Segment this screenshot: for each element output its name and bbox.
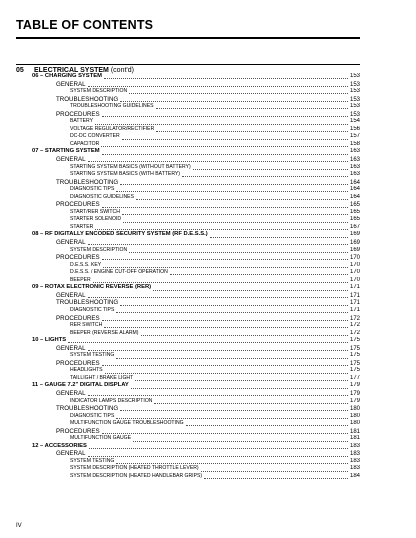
toc-entry-page: 170 xyxy=(349,261,360,268)
toc-entry-page: 163 xyxy=(349,148,360,155)
toc-entry-page: 183 xyxy=(349,465,360,472)
toc-entry[interactable] xyxy=(16,133,360,141)
toc-entry[interactable] xyxy=(16,405,360,413)
toc-entry[interactable] xyxy=(16,103,360,111)
dot-leader xyxy=(116,187,348,192)
toc-entry-page: 183 xyxy=(349,442,360,449)
toc-entry[interactable] xyxy=(16,262,360,270)
toc-entry[interactable] xyxy=(16,352,360,360)
toc-entry-page: 153 xyxy=(349,111,360,118)
toc-entry-label: SYSTEM DESCRIPTION xyxy=(70,88,128,95)
toc-entry-label: SYSTEM DESCRIPTION (HEATED THROTTLE LEVER) xyxy=(70,465,199,472)
dot-leader xyxy=(104,323,348,328)
dot-leader xyxy=(88,157,348,162)
dot-leader xyxy=(120,97,348,102)
dot-leader xyxy=(182,172,348,177)
toc-entry-label: 08 – RF DIGITALLY ENCODED SECURITY SYSTEM (RF D.E.S.S.) xyxy=(32,231,208,238)
toc-entry-label: DIAGNOSTIC TIPS xyxy=(70,306,115,313)
toc-entry[interactable] xyxy=(16,443,360,451)
toc-entry-label: GENERAL xyxy=(56,344,86,352)
toc-entry-page: 164 xyxy=(349,193,360,200)
dot-leader xyxy=(89,444,348,449)
toc-entry[interactable] xyxy=(16,382,360,390)
toc-entry[interactable] xyxy=(16,209,360,217)
toc-entry-label: TROUBLESHOOTING xyxy=(56,178,119,186)
toc-entry[interactable] xyxy=(16,322,360,330)
toc-entry-label: D.E.S.S. / ENGINE CUT-OFF OPERATION xyxy=(70,269,168,276)
dot-leader xyxy=(88,82,348,87)
dot-leader xyxy=(116,459,348,464)
dot-leader xyxy=(104,74,348,79)
toc-entry[interactable] xyxy=(16,315,360,323)
toc-entry-label: TROUBLESHOOTING GUIDELINES xyxy=(70,103,154,110)
toc-entry[interactable] xyxy=(16,141,360,149)
toc-entry-label: PROCEDURES xyxy=(56,359,100,367)
dot-leader xyxy=(210,233,348,238)
toc-entry-label: SYSTEM DESCRIPTION (HEATED HANDLEBAR GRIPS) xyxy=(70,472,203,479)
toc-entry-label: 11 – GAUGE 7.2" DIGITAL DISPLAY xyxy=(32,382,129,389)
toc-entry-label: HEADLIGHTS xyxy=(70,367,103,374)
toc-entry-page: 180 xyxy=(349,412,360,419)
toc-entry[interactable] xyxy=(16,292,360,300)
toc-entry[interactable] xyxy=(16,345,360,353)
toc-entry[interactable] xyxy=(16,186,360,194)
dot-leader xyxy=(122,210,348,215)
dot-leader xyxy=(153,286,348,291)
toc-entry-label: MULTIFUNCTION GAUGE TROUBLESHOOTING xyxy=(70,420,184,427)
toc-entry[interactable] xyxy=(16,360,360,368)
toc-entry-page: 172 xyxy=(349,329,360,336)
toc-entry-label: GENERAL xyxy=(56,80,86,88)
toc-entry[interactable] xyxy=(16,148,360,156)
dot-leader xyxy=(95,120,348,125)
dot-leader xyxy=(105,369,348,374)
toc-entry-label: START/RER SWITCH xyxy=(70,208,120,215)
dot-leader xyxy=(102,255,348,260)
toc-entry-label: 09 – ROTAX ELECTRONIC REVERSE (RER) xyxy=(32,284,152,291)
dot-leader xyxy=(201,467,348,472)
toc-entry[interactable] xyxy=(16,96,360,104)
toc-entry-page: 153 xyxy=(349,88,360,95)
toc-entry[interactable] xyxy=(16,81,360,89)
toc-entry-label: BEEPER xyxy=(70,276,91,283)
dot-leader xyxy=(120,301,348,306)
toc-entry-page: 153 xyxy=(349,103,360,110)
toc-entry-page: 156 xyxy=(349,125,360,132)
toc-entry-page: 170 xyxy=(349,276,360,283)
dot-leader xyxy=(193,165,348,170)
toc-entry[interactable] xyxy=(16,247,360,255)
toc-entry[interactable] xyxy=(16,277,360,285)
toc-entry-page: 175 xyxy=(349,352,360,359)
toc-entry-label: STARTER xyxy=(70,223,94,230)
toc-entry[interactable] xyxy=(16,375,360,383)
toc-entry-label: STARTING SYSTEM BASICS (WITHOUT BATTERY) xyxy=(70,163,191,170)
toc-entry[interactable] xyxy=(16,73,360,81)
toc-entry-page: 181 xyxy=(349,428,360,435)
toc-entry[interactable] xyxy=(16,330,360,338)
toc-entry[interactable] xyxy=(16,201,360,209)
dot-leader xyxy=(88,391,348,396)
toc-entry-label: BATTERY xyxy=(70,118,94,125)
toc-entry-label: TAILLIGHT / BRAKE LIGHT xyxy=(70,374,134,381)
dot-leader xyxy=(133,437,348,442)
dot-leader xyxy=(88,293,348,298)
toc-entry-label: GENERAL xyxy=(56,239,86,247)
toc-entry-label: STARTER SOLENOID xyxy=(70,216,122,223)
toc-entry-page: 164 xyxy=(349,186,360,193)
section-title: ELECTRICAL SYSTEM xyxy=(33,67,109,74)
toc-entry-label: PROCEDURES xyxy=(56,110,100,118)
dot-leader xyxy=(102,361,348,366)
toc-entry[interactable] xyxy=(16,224,360,232)
dot-leader xyxy=(141,331,348,336)
toc-entry-page: 165 xyxy=(349,202,360,209)
dot-leader xyxy=(103,263,348,268)
dot-leader xyxy=(93,278,348,283)
toc-entry[interactable] xyxy=(16,450,360,458)
dot-leader xyxy=(88,240,348,245)
toc-entry-page: 183 xyxy=(349,457,360,464)
dot-leader xyxy=(68,338,348,343)
dot-leader xyxy=(102,203,348,208)
toc-entry[interactable] xyxy=(16,473,360,481)
toc-entry-label: 10 – LIGHTS xyxy=(32,337,67,344)
toc-entry[interactable] xyxy=(16,239,360,247)
toc-list xyxy=(16,73,360,481)
dot-leader xyxy=(116,414,348,419)
toc-entry-label: DIAGNOSTIC TIPS xyxy=(70,412,115,419)
toc-entry[interactable] xyxy=(16,254,360,262)
toc-entry[interactable] xyxy=(16,299,360,307)
toc-entry-label: RER SWITCH xyxy=(70,322,103,329)
title-rule xyxy=(16,37,360,39)
toc-entry-page: 179 xyxy=(349,390,360,397)
toc-entry-page: 175 xyxy=(349,360,360,367)
toc-entry-page: 153 xyxy=(349,73,360,79)
toc-entry-page: 158 xyxy=(349,140,360,147)
dot-leader xyxy=(170,270,348,275)
toc-entry[interactable] xyxy=(16,231,360,239)
toc-entry-label: 12 – ACCESSORIES xyxy=(32,442,87,449)
toc-entry-label: SYSTEM TESTING xyxy=(70,457,115,464)
toc-entry-page: 171 xyxy=(349,306,360,313)
page-title: TABLE OF CONTENTS xyxy=(16,18,154,32)
toc-entry[interactable] xyxy=(16,164,360,172)
toc-entry[interactable] xyxy=(16,465,360,473)
dot-leader xyxy=(135,376,348,381)
toc-entry-label: SYSTEM TESTING xyxy=(70,352,115,359)
toc-entry[interactable] xyxy=(16,367,360,375)
toc-entry-label: CAPACITOR xyxy=(70,140,100,147)
section-continued: (cont'd) xyxy=(110,67,134,74)
toc-entry[interactable] xyxy=(16,307,360,315)
dot-leader xyxy=(88,346,348,351)
toc-entry-page: 157 xyxy=(349,133,360,140)
toc-entry-page: 177 xyxy=(349,374,360,381)
toc-entry-page: 175 xyxy=(349,337,360,344)
toc-entry-label: TROUBLESHOOTING xyxy=(56,299,119,307)
toc-entry-label: PROCEDURES xyxy=(56,254,100,262)
dot-leader xyxy=(129,89,348,94)
toc-entry-page: 165 xyxy=(349,208,360,215)
toc-entry-label: DIAGNOSTIC TIPS xyxy=(70,186,115,193)
toc-entry-label: BEEPER (REVERSE ALARM) xyxy=(70,329,139,336)
toc-entry-page: 175 xyxy=(349,367,360,374)
toc-entry[interactable] xyxy=(16,398,360,406)
toc-entry-page: 171 xyxy=(349,284,360,291)
toc-entry-page: 171 xyxy=(349,292,360,299)
toc-entry-page: 172 xyxy=(349,315,360,322)
dot-leader xyxy=(136,195,348,200)
toc-entry[interactable] xyxy=(16,126,360,134)
toc-entry-label: D.E.S.S. KEY xyxy=(70,261,102,268)
toc-entry-page: 170 xyxy=(349,269,360,276)
toc-entry-label: DC-DC CONVERTER xyxy=(70,133,120,140)
toc-entry-label: GENERAL xyxy=(56,450,86,458)
toc-entry-page: 181 xyxy=(349,435,360,442)
toc-entry-page: 163 xyxy=(349,157,360,164)
toc-entry[interactable] xyxy=(16,156,360,164)
toc-entry-label: SYSTEM DESCRIPTION xyxy=(70,246,128,253)
toc-entry-label: TROUBLESHOOTING xyxy=(56,95,119,103)
dot-leader xyxy=(156,127,348,132)
section-number: 05 xyxy=(16,67,24,74)
toc-entry-label: 06 – CHARGING SYSTEM xyxy=(32,73,102,79)
toc-entry[interactable] xyxy=(16,390,360,398)
toc-entry-page: 165 xyxy=(349,216,360,223)
toc-entry-label: PROCEDURES xyxy=(56,314,100,322)
toc-entry-label: GENERAL xyxy=(56,156,86,164)
toc-entry[interactable] xyxy=(16,435,360,443)
dot-leader xyxy=(102,150,348,155)
toc-entry-label: DIAGNOSTIC GUIDELINES xyxy=(70,193,134,200)
toc-entry-page: 169 xyxy=(349,246,360,253)
toc-entry-label: GENERAL xyxy=(56,291,86,299)
toc-entry-page: 180 xyxy=(349,420,360,427)
dot-leader xyxy=(102,316,348,321)
dot-leader xyxy=(102,112,348,117)
toc-entry[interactable] xyxy=(16,216,360,224)
dot-leader xyxy=(129,248,348,253)
toc-entry[interactable] xyxy=(16,171,360,179)
toc-entry-page: 170 xyxy=(349,255,360,262)
dot-leader xyxy=(120,180,348,185)
toc-entry-label: PROCEDURES xyxy=(56,427,100,435)
toc-entry-label: MULTIFUNCTION GAUGE xyxy=(70,435,132,442)
toc-entry[interactable] xyxy=(16,458,360,466)
toc-entry[interactable] xyxy=(16,179,360,187)
dot-leader xyxy=(131,384,348,389)
dot-leader xyxy=(102,429,348,434)
dot-leader xyxy=(116,354,348,359)
toc-entry-page: 163 xyxy=(349,163,360,170)
toc-entry[interactable] xyxy=(16,284,360,292)
dot-leader xyxy=(116,308,348,313)
toc-entry-page: 179 xyxy=(349,397,360,404)
dot-leader xyxy=(101,142,348,147)
toc-entry-label: PROCEDURES xyxy=(56,201,100,209)
toc-entry-label: TROUBLESHOOTING xyxy=(56,405,119,413)
toc-entry-page: 164 xyxy=(349,179,360,186)
toc-entry-page: 180 xyxy=(349,406,360,413)
dot-leader xyxy=(204,474,348,479)
dot-leader xyxy=(88,452,348,457)
dot-leader xyxy=(156,104,348,109)
toc-entry[interactable] xyxy=(16,118,360,126)
toc-entry-label: 07 – STARTING SYSTEM xyxy=(32,148,100,155)
toc-entry[interactable] xyxy=(16,269,360,277)
toc-entry-page: 172 xyxy=(349,322,360,329)
toc-entry-page: 179 xyxy=(349,382,360,389)
dot-leader xyxy=(186,421,348,426)
toc-entry-page: 171 xyxy=(349,300,360,307)
toc-entry-page: 153 xyxy=(349,96,360,103)
footer-page-number: IV xyxy=(16,523,22,529)
toc-entry-page: 163 xyxy=(349,171,360,178)
toc-entry[interactable] xyxy=(16,413,360,421)
dot-leader xyxy=(123,218,348,223)
toc-entry-page: 184 xyxy=(349,472,360,479)
toc-entry[interactable] xyxy=(16,194,360,202)
dot-leader xyxy=(122,135,348,140)
toc-entry-label: GENERAL xyxy=(56,389,86,397)
toc-entry[interactable] xyxy=(16,420,360,428)
toc-entry-page: 183 xyxy=(349,451,360,458)
toc-entry-page: 153 xyxy=(349,81,360,88)
toc-entry-label: STARTING SYSTEM BASICS (WITH BATTERY) xyxy=(70,171,180,178)
toc-entry[interactable] xyxy=(16,111,360,119)
toc-entry[interactable] xyxy=(16,337,360,345)
dot-leader xyxy=(95,225,348,230)
toc-entry-label: VOLTAGE REGULATOR/RECTIFIER xyxy=(70,125,155,132)
toc-entry-page: 169 xyxy=(349,231,360,238)
toc-entry-label: INDICATOR LAMPS DESCRIPTION xyxy=(70,397,153,404)
toc-entry-page: 154 xyxy=(349,118,360,125)
toc-entry[interactable] xyxy=(16,428,360,436)
toc-entry[interactable] xyxy=(16,88,360,96)
dot-leader xyxy=(120,406,348,411)
dot-leader xyxy=(154,399,348,404)
toc-entry-page: 169 xyxy=(349,240,360,247)
toc-entry-page: 167 xyxy=(349,223,360,230)
toc-entry-page: 175 xyxy=(349,345,360,352)
